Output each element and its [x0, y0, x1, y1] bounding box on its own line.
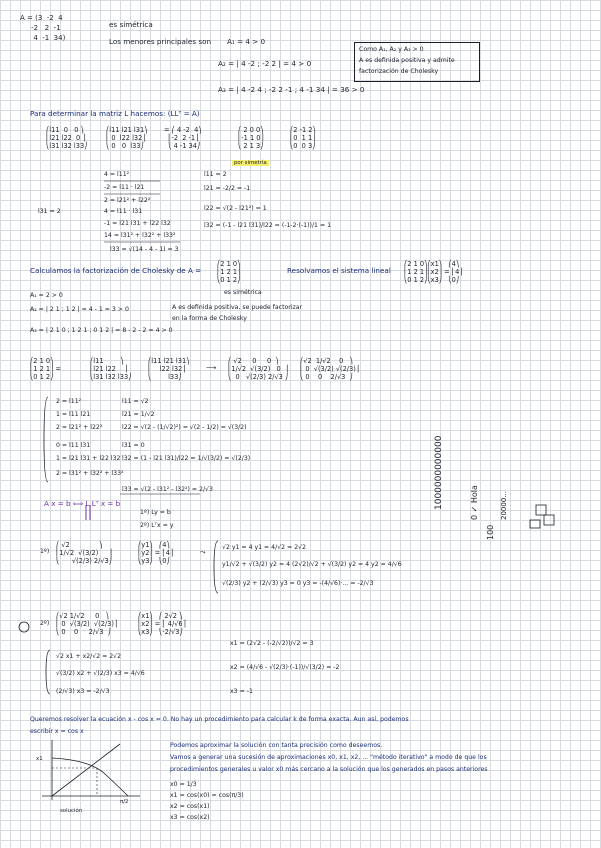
question-line-2: escribir x = cos x [30, 728, 84, 735]
axb-label: A x = b ⟺ L Lᵀ x = b [44, 499, 121, 508]
section3-note2: en la forma de Cholesky [172, 315, 247, 322]
matrix-a-eq: = ⎛ 4 -2 4⎞ ⎜-2 2 -1⎟ ⎝ 4 -1 34⎠ [164, 126, 202, 151]
eq-1: 4 = l11² [104, 171, 130, 178]
section3-matrix: ⎛2 1 0⎞ ⎜1 2 1⎟ ⎝0 1 2⎠ [217, 260, 241, 285]
step2-label: 2º) Lᵀx = y [140, 522, 174, 529]
scribble-note-3: 100 [486, 524, 495, 540]
section3-note: A es definida positiva, se puede factorizar [172, 304, 303, 311]
section3-symmetric: es simétrica [224, 289, 262, 296]
section3-a3: A₃ = | 2 1 0 ; 1 2 1 ; 0 1 2 | = 8 - 2 - 2 = 4 > 0 [30, 327, 173, 334]
step1-matrix-l: ⎛ √2 ⎞ ⎜1/√2 √(3/2) ⎟ ⎝ √(2/3) 2/√3⎠ [56, 541, 113, 566]
iter-x2: x2 = cos(x1) [170, 803, 210, 810]
sol-2: y1/√2 + √(3/2) y2 = 4 (2√2)/√2 + √(3/2) y2 = 4 y2 = 4/√6 [222, 561, 402, 568]
sol-3: √(2/3) y2 + (2/√3) y3 = 0 y3 = -(4/√6)·... = -2/√3 [222, 580, 374, 587]
eq-3: 2 = l21² + l22² [104, 197, 151, 204]
sys-eq-2: 1 = l11 l21 [56, 411, 91, 418]
matrix-a: A = (3 -2 4 -2 2 -1 4 -1 34) [20, 14, 66, 42]
resolve-system: ⎛2 1 0⎞⎛x1⎞ ⎛4⎞ ⎜1 2 1⎟⎜x2⎟ = ⎜4⎟ ⎝0 1 2⎠⎝x3⎠ ⎝0⎠ [404, 260, 463, 285]
factor-l-result: ⎛ √2 0 0 ⎞ ⎜1/√2 √(3/2) 0 ⎟ ⎝ 0 √(2/3) 2/√3 ⎠ [228, 357, 289, 382]
scribble-digits: 1000000000000 [434, 435, 444, 510]
step1-num: 1º) [40, 548, 50, 555]
minor-a1: A₁ = 4 > 0 [227, 37, 266, 46]
factor-lt-result: ⎛√2 1/√2 0 ⎞ ⎜ 0 √(3/2) √(2/3)⎟ ⎝ 0 0 2/√3 ⎠ [300, 357, 360, 382]
minor-a3: A₃ = | 4 -2 4 ; -2 2 -1 ; 4 -1 34 | = 36 > 0 [218, 85, 365, 94]
explain-line-2: Vamos a generar una sucesión de aproximaciones x0, x1, x2, ... "método iterativo" a modo de que los [170, 754, 487, 761]
sys-eq-5: 1 = l21 l31 + l22 l32 [56, 455, 121, 462]
section2-heading: Para determinar la matriz L hacemos: (LLᵀ = A) [30, 109, 200, 118]
scribble-note-2: 20000... [500, 491, 508, 520]
step1-matrix-y: ⎛y1⎞ ⎛4⎞ ⎜y2⎟ = ⎜4⎟ ⎝y3⎠ ⎝0⎠ [138, 541, 174, 566]
step2-matrix-x: ⎛x1⎞ ⎛ 2√2 ⎞ ⎜x2⎟ = ⎜ 4/√6⎟ ⎝x3⎠ ⎝-2/√3⎠ [138, 612, 186, 637]
sys-eq-4: 0 = l11 l31 [56, 442, 91, 449]
eq-6: 14 = l31² + l32² + l33² [104, 232, 176, 239]
sys-eq-3: 2 = l21² + l22² [56, 424, 103, 431]
x2-res: x2 = (4/√6 - √(2/3)·(-1))/√(3/2) = -2 [230, 664, 340, 671]
note-line-2: A es definida positiva y admite [359, 57, 455, 64]
question-line-1: Queremos resolver la ecuación x - cos x = 0. No hay un procedimiento para calcular k de forma exacta. Aun así, podemos [30, 716, 409, 723]
eq-2: -2 = l11 · l21 [104, 184, 145, 191]
scribble-note-1: 0 ✓ Hola [470, 485, 479, 520]
x1-eq: √2 x1 + x2/√2 = 2√2 [56, 653, 122, 660]
note-line-3: factorización de Cholesky [359, 68, 439, 75]
sys-res-3: l22 = √(2 - (1/√2)²) = √(2 - 1/2) = √(3/2) [122, 424, 247, 431]
result-l21: l21 = -2/2 = -1 [204, 185, 251, 192]
matrix-l: ⎛l11 0 0 ⎞ ⎜l21 l22 0 ⎟ ⎝l31 l32 l33⎠ [46, 126, 88, 151]
step1-label: 1º) Ly = b [140, 509, 171, 516]
eq-5: -1 = l21 l31 + l22 l32 [104, 220, 171, 227]
minors-label: Los menores principales son [109, 37, 212, 46]
sys-res-1: l11 = √2 [122, 398, 149, 405]
x1-res: x1 = (2√2 - (-2/√2))/√2 = 3 [230, 640, 314, 647]
minor-a2: A₂ = | 4 -2 ; -2 2 | = 4 > 0 [218, 59, 312, 68]
eq-4: 4 = l11 · l31 [104, 208, 143, 215]
factor-a: ⎛2 1 0⎞ ⎜1 2 1⎟ = ⎝0 1 2⎠ [30, 357, 61, 382]
highlight-symmetry: por simetría [234, 160, 267, 166]
section3-a1: A₁ = 2 > 0 [30, 292, 63, 299]
sys-res-4: l31 = 0 [122, 442, 145, 449]
iter-x1: x1 = cos(x0) = cos(π/3) [170, 792, 244, 799]
graph-y-label: x1 [36, 756, 43, 762]
iter-x3: x3 = cos(x2) [170, 814, 210, 821]
matrix-lt: ⎛l11 l21 l31⎞ ⎜ 0 l22 l32⎟ ⎝ 0 0 l33⎠ [106, 126, 148, 151]
result-l32: l32 = (-1 - l21 l31)/l22 = (-1-2·(-1))/1 = 1 [204, 222, 332, 229]
x2-eq: √(3/2) x2 + √(2/3) x3 = 4/√6 [56, 670, 145, 677]
iter-x0: x0 = 1/3 [170, 781, 197, 788]
is-symmetric-label: es simétrica [109, 20, 153, 29]
result-l11: l11 = 2 [204, 171, 227, 178]
sys-eq-1: 2 = l11² [56, 398, 82, 405]
step2-matrix-lt: ⎛√2 1/√2 0 ⎞ ⎜ 0 √(3/2) √(2/3)⎟ ⎝ 0 0 2/√3 ⎠ [56, 612, 118, 637]
arrow-icon: ⟶ [206, 363, 217, 372]
section3-heading: Calculamos la factorización de Cholesky de A = [30, 266, 202, 275]
matrix-l-result: ⎛ 2 0 0⎞ ⎜-1 1 0⎟ ⎝ 2 1 3⎠ [238, 126, 264, 151]
graph-x-label: π/2 [120, 799, 129, 805]
graph-solution-label: solución [60, 808, 83, 814]
factor-l: ⎛l11 ⎞ ⎜l21 l22 ⎟ ⎝l31 l32 l33⎠ [90, 357, 132, 382]
explain-line-1: Podemos aproximar la solución con tanta precisión como deseemos. [170, 742, 383, 749]
sol-1: √2 y1 = 4 y1 = 4/√2 = 2√2 [222, 544, 307, 551]
result-l33: l33 = √(14 - 4 - 1) = 3 [110, 246, 179, 253]
resolve-label: Resolvamos el sistema lineal [287, 266, 391, 275]
factor-lt: ⎛l11 l21 l31⎞ ⎜ l22 l32⎟ ⎝ l33⎠ [148, 357, 190, 382]
explain-line-3: procedimientos generales u valor x0 más cercano a la solución que los generados en pasos anteriores [170, 766, 488, 773]
section3-a2: A₂ = | 2 1 ; 1 2 | = 4 - 1 = 3 > 0 [30, 306, 129, 313]
tilde-arrow-icon: ⤳ [200, 547, 206, 556]
sys-res-2: l21 = 1/√2 [122, 411, 155, 418]
result-l31: l31 = 2 [38, 208, 61, 215]
sys-eq-6: 2 = l31² + l32² + l33² [56, 470, 124, 477]
sys-res-5: l32 = (1 - l21 l31)/l22 = 1/√(3/2) = √(2/3) [122, 455, 251, 462]
x3-eq: (2/√3) x3 = -2/√3 [56, 688, 110, 695]
matrix-lt-result: ⎛2 -1 2⎞ ⎜0 1 1⎟ ⎝0 0 3⎠ [290, 126, 316, 151]
sys-res-6: l33 = √(2 - l31² - l32²) = 2/√3 [122, 486, 213, 493]
result-l22: l22 = √(2 - l21²) = 1 [204, 205, 267, 212]
x3-res: x3 = -1 [230, 688, 253, 695]
step2-num: 2º) [40, 620, 50, 627]
note-line-1: Como A₁, A₂ y A₃ > 0 [359, 46, 424, 53]
